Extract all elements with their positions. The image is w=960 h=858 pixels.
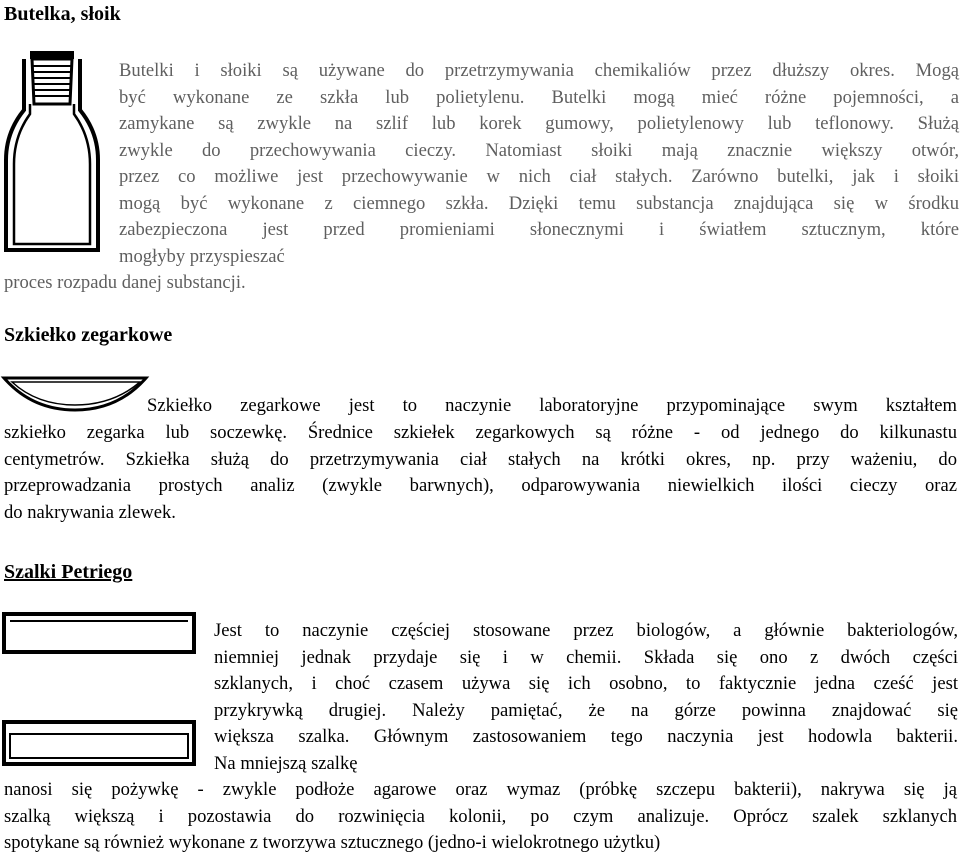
text-line: Jest to naczynie częściej stosowane przez biologów, a głównie bakteriologów, <box>214 620 958 641</box>
text-line: niemniej jednak przydaje się i w chemii. Składa się ono z dwóch części <box>214 646 958 668</box>
text-line: szalką większą i pozostawia do rozwinięcia kolonii, po czym analizuje. Oprócz szalek szklanych <box>4 805 957 827</box>
text-line: większa szalka. Głównym zastosowaniem tego naczynia jest hodowla bakterii. <box>214 726 958 747</box>
text-line: nanosi się pożywkę - zwykle podłoże agarowe oraz wymaz (próbkę szczepu bakterii), nakrywa się ją <box>4 779 957 800</box>
section-title-bottle: Butelka, słoik <box>4 3 121 25</box>
text-line: być wykonane ze szkła lub polietylenu. Butelki mogą mieć różne pojemności, a <box>119 86 959 108</box>
text-line: zabezpieczona jest przed promieniami słonecznymi i światłem sztucznym, które <box>119 219 959 240</box>
text-line: przykrywką drugiej. Należy pamiętać, że na górze powinna znajdować się <box>214 699 958 721</box>
text-line: Szkiełko zegarkowe jest to naczynie laboratoryjne przypominające swym kształtem <box>147 395 957 416</box>
watch-glass-paragraph <box>4 420 957 526</box>
watch-glass-icon <box>0 374 150 414</box>
watch-glass-first-line <box>147 393 957 420</box>
bottle-icon <box>0 40 110 252</box>
text-line: przeprowadzania prostych analiz (zwykle barwnych), odparowywania niewielkich ilości cieczy oraz <box>4 475 957 496</box>
text-line: Butelki i słoiki są używane do przetrzymywania chemikaliów przez dłuższy okres. Mogą <box>119 60 959 81</box>
text-line: Na mniejszą szalkę <box>214 752 358 774</box>
text-line: szkiełko zegarka lub soczewkę. Średnice szkiełek zegarkowych są różne - od jednego do kilkunastu <box>4 422 957 443</box>
text-line: szklanych, i choć czasem używa się ich osobno, to faktycznie jedna cześć jest <box>214 673 958 694</box>
section-title-watch-glass: Szkiełko zegarkowe <box>4 324 173 346</box>
petri-dish-icon <box>0 610 200 770</box>
text-line: proces rozpadu danej substancji. <box>4 272 246 293</box>
text-line: zwykle do przechowywania cieczy. Natomiast słoiki mają znacznie większy otwór, <box>119 139 959 161</box>
petri-paragraph-tail <box>4 777 957 857</box>
text-line: mogą być wykonane z ciemnego szkła. Dzięki temu substancja znajdująca się w środku <box>119 192 959 214</box>
text-line: przez co możliwe jest przechowywanie w nich ciał stałych. Zarówno butelki, jak i słoiki <box>119 166 959 187</box>
section-title-petri: Szalki Petriego <box>4 561 133 583</box>
text-line: mogłyby przyspieszać <box>119 245 285 267</box>
text-line: do nakrywania zlewek. <box>4 501 176 523</box>
text-line: centymetrów. Szkiełka służą do przetrzymywania ciał stałych na krótki okres, np. przy ważeniu, do <box>4 448 957 470</box>
petri-paragraph <box>214 618 958 777</box>
bottle-paragraph <box>119 58 959 270</box>
text-line: spotykane są również wykonane z tworzywa sztucznego (jedno-i wielokrotnego użytku) <box>4 832 661 853</box>
bottle-paragraph-tail <box>4 270 904 297</box>
text-line: zamykane są zwykle na szlif lub korek gumowy, polietylenowy lub teflonowy. Służą <box>119 113 959 134</box>
